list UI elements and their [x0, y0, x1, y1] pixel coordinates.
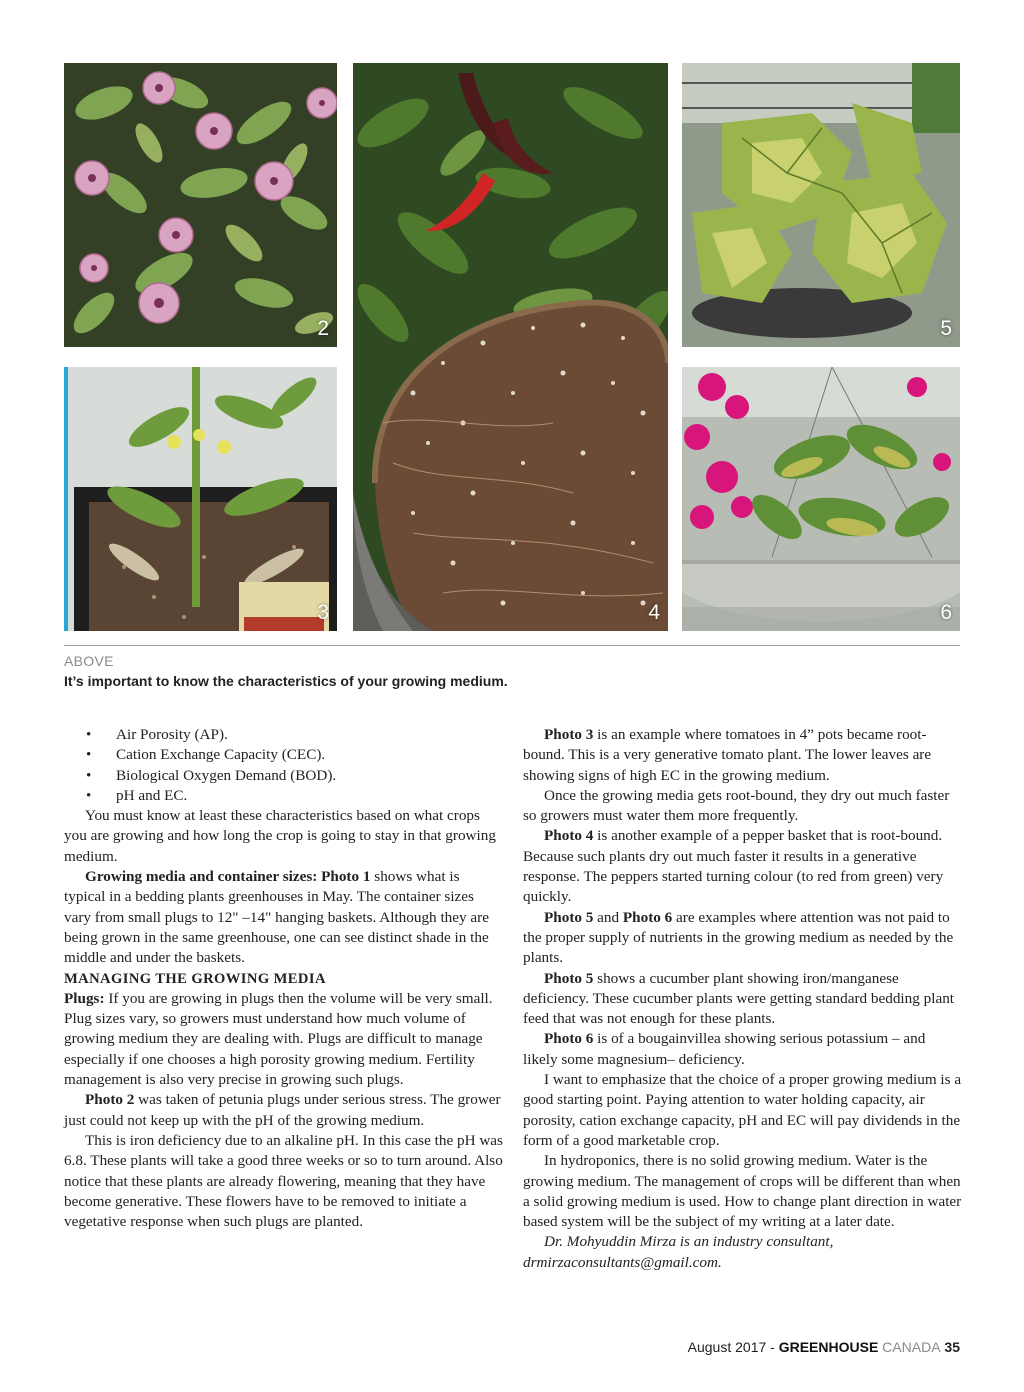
- paragraph: You must know at least these characteristics based on what crops you are growing and how long the crop is going to stay in that growing medium.: [64, 807, 496, 865]
- paragraph-text: are examples where attention was not paid to the proper supply of nutrients in the growing medium as needed by the plants.: [523, 908, 954, 967]
- paragraph: [523, 908, 963, 969]
- photo-4-pepper-root-ball: [353, 63, 668, 631]
- paragraph: Once the growing media gets root-bound, they dry out much faster so growers must water them more frequently.: [523, 786, 950, 825]
- section-heading: MANAGING THE GROWING MEDIA: [64, 970, 326, 987]
- paragraph-text: shows a cucumber plant showing iron/manganese deficiency. These cucumber plants were getting standard bedding plant feed that was not enough for these plants.: [523, 969, 955, 1028]
- list-item: • Cation Exchange Capacity (CEC).: [64, 745, 504, 765]
- photo-number: 4: [648, 601, 660, 624]
- paragraph: In hydroponics, there is no solid growing medium. Water is the growing medium. The management of crops will be different than when a solid growing medium is used. How to change plant direction in water based system will be the subject of my writing at a later date.: [523, 1152, 962, 1231]
- list-item: • Biological Oxygen Demand (BOD).: [64, 766, 504, 786]
- paragraph-text: If you are growing in plugs then the volume will be very small. Plug sizes vary, so growers must understand how much volume of growing medium they are dealing with. Plugs are difficult to manage especially if one chooses a high porosity growing medium. Fertility management is also very precise in growing such plugs.: [64, 989, 493, 1089]
- photo-6-bougainvillea-basket: [682, 367, 960, 631]
- paragraph-text: is of a bougainvillea showing serious potassium – and likely some magnesium– deficiency.: [523, 1030, 926, 1068]
- paragraph-lead: Growing media and container sizes: Photo 1: [85, 868, 371, 886]
- photo-number: 5: [940, 317, 952, 340]
- photo-2-petunia-plugs: [64, 63, 337, 347]
- photo-number: 3: [317, 601, 329, 624]
- paragraph-text: is an example where tomatoes in 4” pots became root-bound. This is a very generative tomato plant. The lower leaves are showing signs of high EC in the growing medium.: [523, 726, 932, 784]
- photo-number: 6: [940, 601, 952, 624]
- paragraph-text: and: [593, 908, 623, 926]
- footer-separator: -: [766, 1339, 779, 1355]
- author-byline: Dr. Mohyuddin Mirza is an industry consultant,: [544, 1233, 834, 1251]
- publication-name: GREENHOUSE: [778, 1339, 879, 1355]
- article-left-column: [64, 725, 504, 1232]
- paragraph-text: was taken of petunia plugs under serious stress. The grower just could not keep up with the pH of the growing medium.: [64, 1091, 501, 1129]
- paragraph: I want to emphasize that the choice of a proper growing medium is a good starting point. Paying attention to water holding capacity, air porosity, cation exchange capacity, pH and EC will pay dividends in the form of a good marketable crop.: [523, 1071, 962, 1149]
- characteristics-list: [64, 725, 504, 806]
- list-item: • Air Porosity (AP).: [64, 725, 504, 745]
- paragraph: [523, 826, 963, 907]
- caption-rule: [64, 645, 960, 646]
- paragraph-lead: Plugs:: [64, 989, 105, 1007]
- photo-number: 2: [317, 317, 329, 340]
- paragraph-lead: Photo 6: [622, 908, 673, 926]
- paragraph: [64, 867, 504, 968]
- caption-label: ABOVE: [64, 653, 114, 669]
- article-right-column: [523, 725, 963, 1273]
- paragraph-lead: Photo 6: [544, 1030, 594, 1048]
- paragraph: [523, 725, 963, 786]
- paragraph: [523, 969, 963, 1030]
- paragraph-lead: Photo 3: [544, 726, 594, 743]
- list-item: • pH and EC.: [64, 786, 504, 806]
- paragraph-lead: Photo 5: [544, 908, 594, 926]
- caption-text: It’s important to know the characteristics of your growing medium.: [64, 673, 508, 689]
- page-number: 35: [940, 1339, 960, 1355]
- paragraph-text: shows what is typical in a bedding plants greenhouses in May. The container sizes vary from small plugs to 12" –14" hanging baskets. Although they are being grown in the same greenhouse, one can see distinct shade in the middle and under the baskets.: [64, 868, 489, 967]
- paragraph-text: is another example of a pepper basket that is root-bound. Because such plants dry out much faster it results in a generative response. The peppers started turning colour (to red from green) very quickly.: [523, 827, 944, 906]
- paragraph-lead: Photo 4: [544, 827, 594, 845]
- issue-date: August 2017: [687, 1339, 767, 1355]
- photo-3-tomato-pot: [64, 367, 337, 631]
- paragraph: [523, 1029, 963, 1070]
- publication-name-suffix: CANADA: [878, 1339, 941, 1355]
- photo-5-cucumber-plant: [682, 63, 960, 347]
- paragraph-lead: Photo 2: [85, 1091, 135, 1109]
- author-email: drmirzaconsultants@gmail.com.: [523, 1253, 722, 1271]
- paragraph: [64, 989, 504, 1090]
- paragraph: This is iron deficiency due to an alkaline pH. In this case the pH was 6.8. These plants will take a good three weeks or so to turn around. Also notice that these plants are already flowering, meaning that they have become generative. These flowers have to be removed to initiate a vegetative response when such plugs are planted.: [64, 1131, 503, 1231]
- paragraph: [64, 1090, 504, 1131]
- paragraph-lead: Photo 5: [544, 969, 594, 987]
- page-footer: [688, 1339, 960, 1355]
